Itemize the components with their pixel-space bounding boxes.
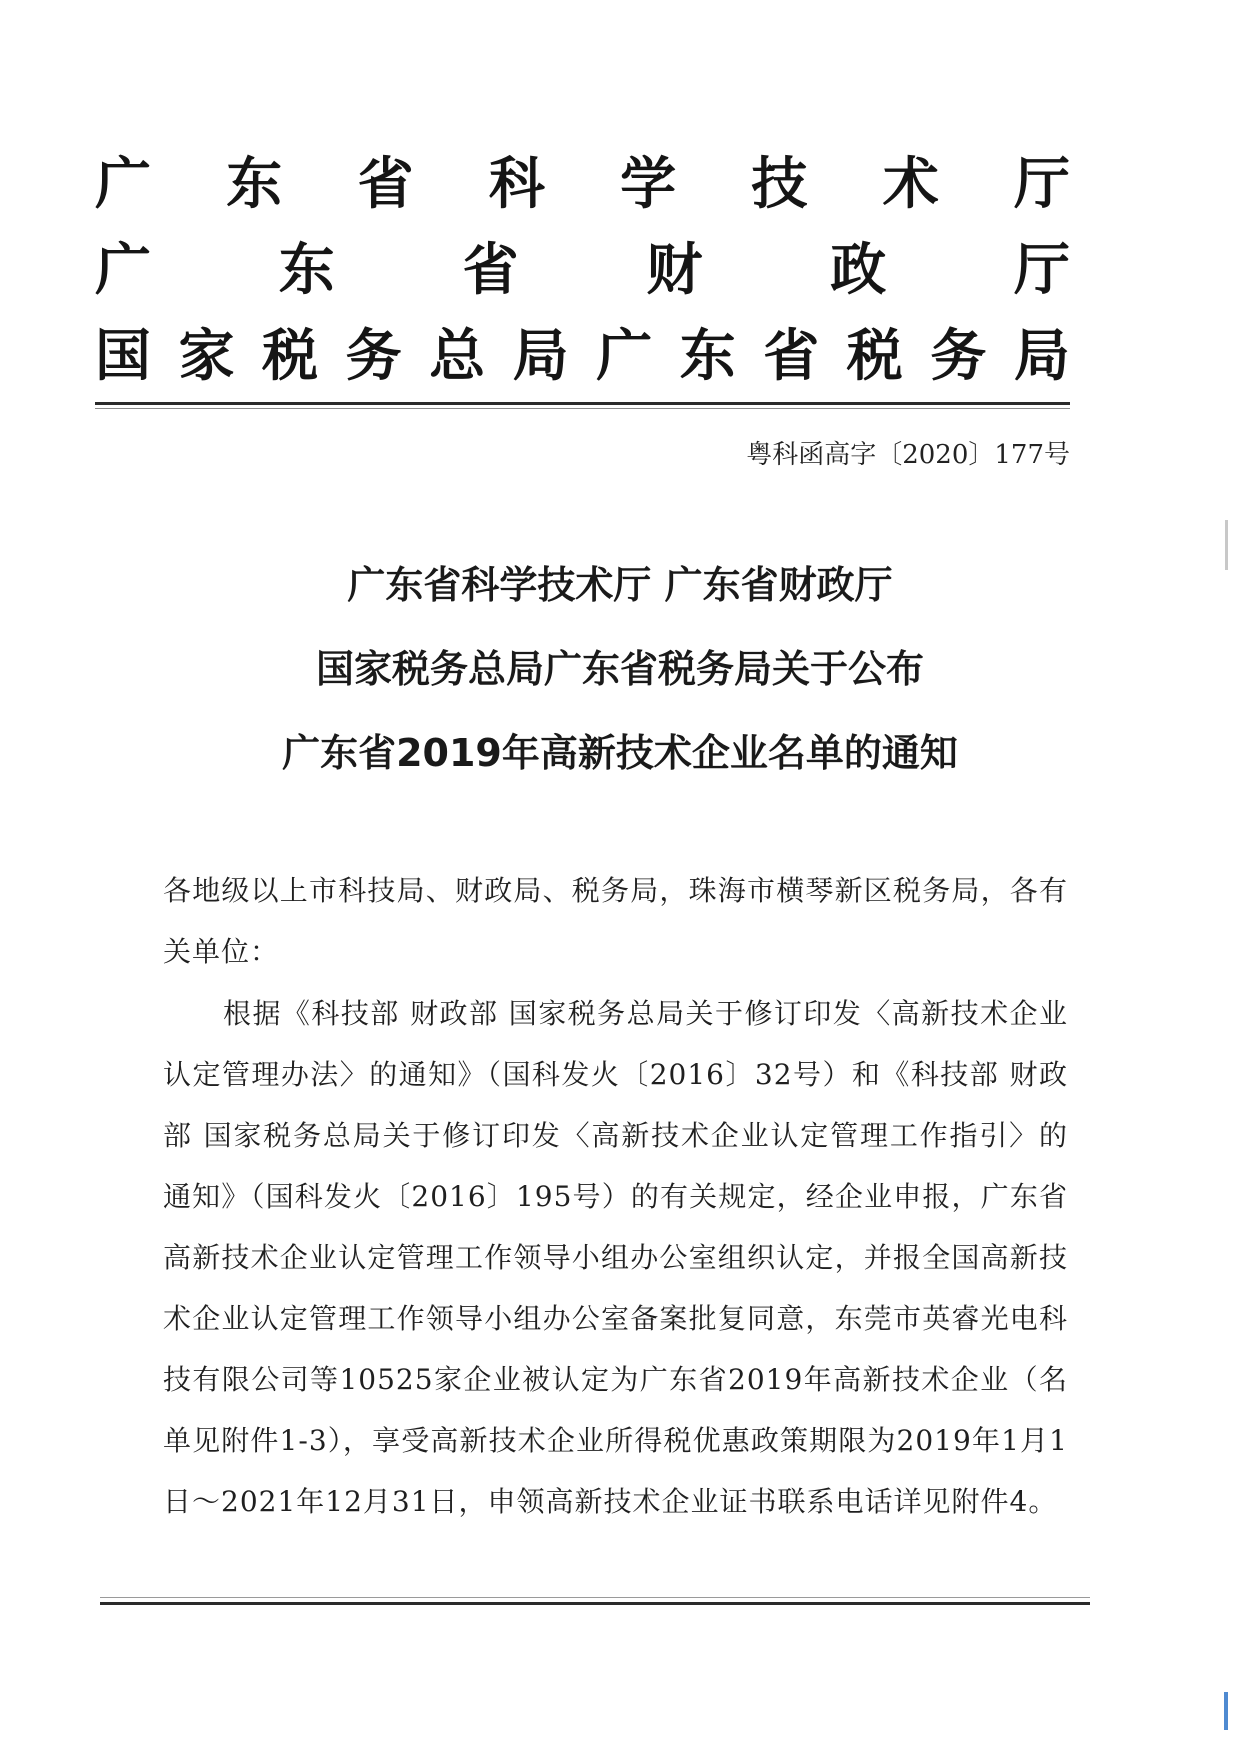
header-char: 科: [488, 152, 545, 217]
header-char: 国: [95, 324, 151, 389]
header-divider-thin: [95, 408, 1070, 409]
header-char: 局: [1013, 324, 1070, 389]
header-char: 厅: [1013, 238, 1070, 303]
salutation: 各地级以上市科技局、财政局、税务局，珠海市横琴新区税务局，各有关单位：: [163, 874, 1068, 968]
header-char: 税: [262, 324, 319, 389]
header-char: 省: [763, 324, 820, 389]
header-char: 省: [357, 152, 414, 217]
header-char: 厅: [1013, 152, 1070, 217]
document-title-line-3: 广东省2019年高新技术企业名单的通知: [282, 731, 958, 775]
footer-divider: [100, 1602, 1090, 1605]
header-char: 政: [830, 238, 887, 303]
body-paragraph: 根据《科技部 财政部 国家税务总局关于修订印发〈高新技术企业认定管理办法〉的通知》（国科发火〔2016〕32号）和《科技部 财政部 国家税务总局关于修订印发〈高新技术企业认定管理工作指引〉的通知》（国科发火〔2016〕195号）的有关规定，经企业申报，广东省高新技术企业认定管理工作领导小组办公室组织认定，并报全国高新技术企业认定管理工作领导小组办公室备案批复同意，东莞市英睿光电科技有限公司等10525家企业被认定为广东省2019年高新技术企业（名单见附件1-3），享受高新技术企业所得税优惠政策期限为2019年1月1日～2021年12月31日，申领高新技术企业证书联系电话详见附件4。: [163, 997, 1068, 1518]
header-char: 广: [596, 324, 653, 389]
header-char: 广: [95, 238, 151, 303]
header-char: 税: [846, 324, 903, 389]
footer-divider-thin: [100, 1597, 1090, 1598]
header-line-science-department: [95, 150, 1070, 220]
header-divider: [95, 402, 1070, 405]
header-char: 东: [278, 238, 335, 303]
header-char: 广: [95, 152, 151, 217]
header-char: 总: [429, 324, 486, 389]
header-char: 术: [882, 152, 939, 217]
header-line-finance-department: [95, 236, 1070, 306]
header-char: 技: [751, 152, 808, 217]
header-char: 财: [646, 238, 703, 303]
header-char: 东: [679, 324, 736, 389]
scan-edge-mark-blue: [1224, 1692, 1228, 1730]
header-char: 务: [930, 324, 987, 389]
header-char: 务: [345, 324, 402, 389]
header-char: 省: [462, 238, 519, 303]
document-title-line-2: 国家税务总局广东省税务局关于公布: [315, 647, 924, 691]
document-title-line-1: 广东省科学技术厅 广东省财政厅: [347, 563, 893, 607]
header-line-tax-bureau: [95, 322, 1070, 392]
document-number: 粤科函高字〔2020〕177号: [746, 440, 1070, 470]
header-char: 局: [512, 324, 569, 389]
header-char: 学: [620, 152, 677, 217]
header-char: 家: [178, 324, 235, 389]
scan-edge-mark: [1225, 520, 1228, 570]
header-char: 东: [226, 152, 283, 217]
